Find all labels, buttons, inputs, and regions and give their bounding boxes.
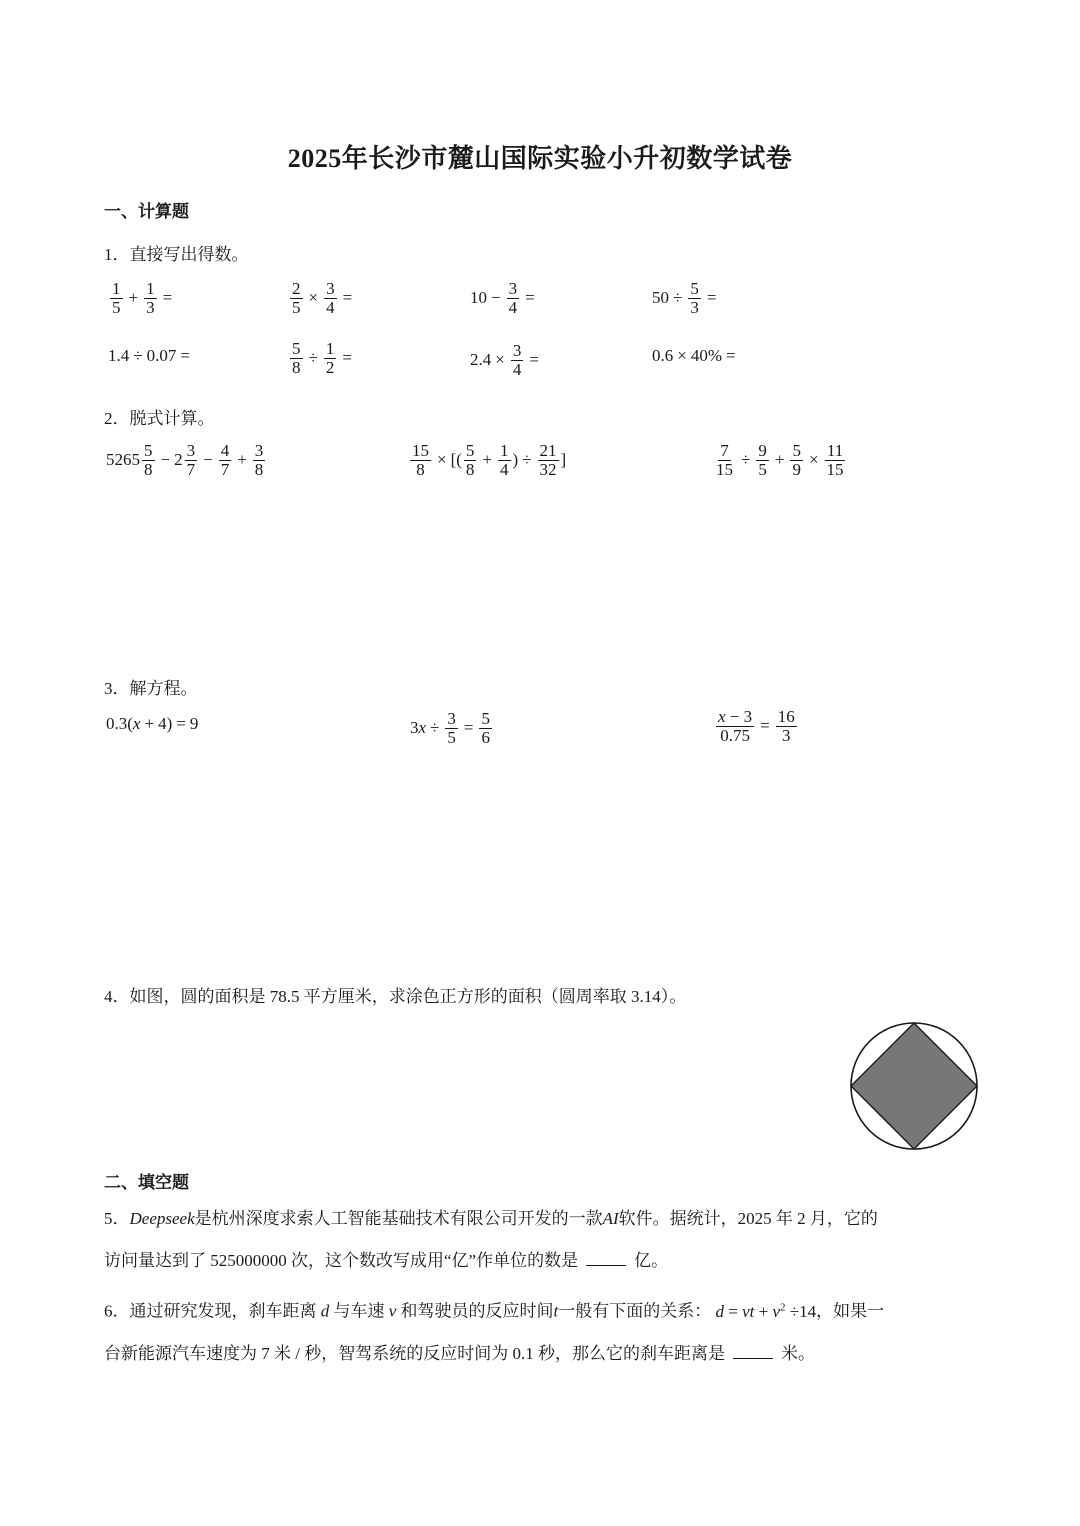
- q6-text-3: 和驾驶员的反应时间: [400, 1301, 554, 1321]
- q1-expr-3: 10 − $\frac{3}{4}$ =: [470, 279, 535, 317]
- q5-text-4: 亿。: [634, 1251, 669, 1270]
- q6-text-6: 台新能源汽车速度为 7 米 / 秒，智驾系统的反应时间为 0.1 秒，那么它的刹车距离是: [104, 1343, 725, 1363]
- q3-equation-2: 3 x ÷ $\frac{3}{5}$ = $\frac{5}{6}$: [410, 709, 490, 747]
- q2-expr-2: $\frac{15}{8}$ × [( $\frac{5}{8}$ + $\frac{1}{4}$ ) ÷ $\frac{21}{32}$ ]: [412, 441, 567, 479]
- q3-equation-3: $\frac{x - 3}{0.75}$ = $\frac{16}{3}$: [718, 707, 795, 745]
- q6-text-5: ，如果一: [816, 1301, 885, 1321]
- q1-expr-5: 1.4 ÷ 0.07 =: [108, 346, 190, 365]
- page-title: 2025年长沙市麓山国际实验小升初数学试卷: [287, 144, 793, 173]
- q6-text-2: 与车速: [333, 1301, 385, 1321]
- q2-expr-1: 5265 $\frac{5}{8}$ − 2 $\frac{3}{7}$ − $\frac{4}{7}$ + $\frac{3}{8}$: [106, 441, 264, 479]
- q6-var-v: v: [388, 1301, 397, 1321]
- q6-text-4: 一般有下面的关系：: [558, 1301, 712, 1321]
- q5-deepseek: Deepseek: [129, 1209, 195, 1228]
- q5-text-1: 是杭州深度求索人工智能基础技术有限公司开发的一款: [194, 1209, 603, 1228]
- q5-answer-blank[interactable]: [586, 1264, 626, 1266]
- q6-text-1: 6．通过研究发现，刹车距离: [104, 1301, 317, 1321]
- section-heading-calculation: 一、计算题: [104, 202, 189, 221]
- question-1: 1．直接写出得数。: [104, 245, 249, 264]
- q1-expr-4: 50 ÷ $\frac{5}{3}$ =: [652, 279, 717, 317]
- q3-equation-1: 0.3( x + 4) = 9: [106, 714, 199, 733]
- circle-inscribed-square-figure: [848, 1020, 980, 1152]
- q6-var-d: d: [320, 1301, 330, 1321]
- q5-text-3: 访问量达到了 525000000 次，这个数改写成用“亿”作单位的数是: [104, 1251, 579, 1270]
- q6-formula: d = vt + $v^2 \div 14$: [715, 1301, 817, 1321]
- q6-answer-blank[interactable]: [733, 1357, 773, 1359]
- q5-text-2: 软件。据统计，2025 年 2 月，它的: [618, 1209, 878, 1228]
- q1-expr-1: $\frac{1}{5}$ + $\frac{1}{3}$ =: [112, 279, 173, 317]
- q6-var-t: t: [553, 1301, 559, 1321]
- section-heading-fill-blank: 二、填空题: [104, 1173, 189, 1192]
- q1-expr-8: 0.6 × 40% =: [652, 346, 736, 365]
- q2-expr-3: $\frac{7}{15}$ ÷ $\frac{9}{5}$ + $\frac{5}{9}$ × $\frac{11}{15}$: [716, 441, 844, 479]
- question-3: 3．解方程。: [104, 679, 198, 698]
- q5-number: 5．: [104, 1209, 130, 1228]
- question-6: [104, 1286, 984, 1375]
- q1-expr-6: $\frac{5}{8}$ ÷ $\frac{1}{2}$ =: [292, 339, 352, 377]
- q6-text-7: 米。: [780, 1343, 815, 1363]
- question-2: 2．脱式计算。: [104, 409, 215, 428]
- q1-expr-2: $\frac{2}{5}$ × $\frac{3}{4}$ =: [292, 279, 353, 317]
- q5-ai: AI: [602, 1209, 619, 1228]
- q1-expr-7: 2.4 × $\frac{3}{4}$ =: [470, 341, 539, 379]
- question-4: 4．如图，圆的面积是 78.5 平方厘米，求涂色正方形的面积（圆周率取 3.14）。: [104, 987, 687, 1006]
- question-5: [104, 1198, 984, 1282]
